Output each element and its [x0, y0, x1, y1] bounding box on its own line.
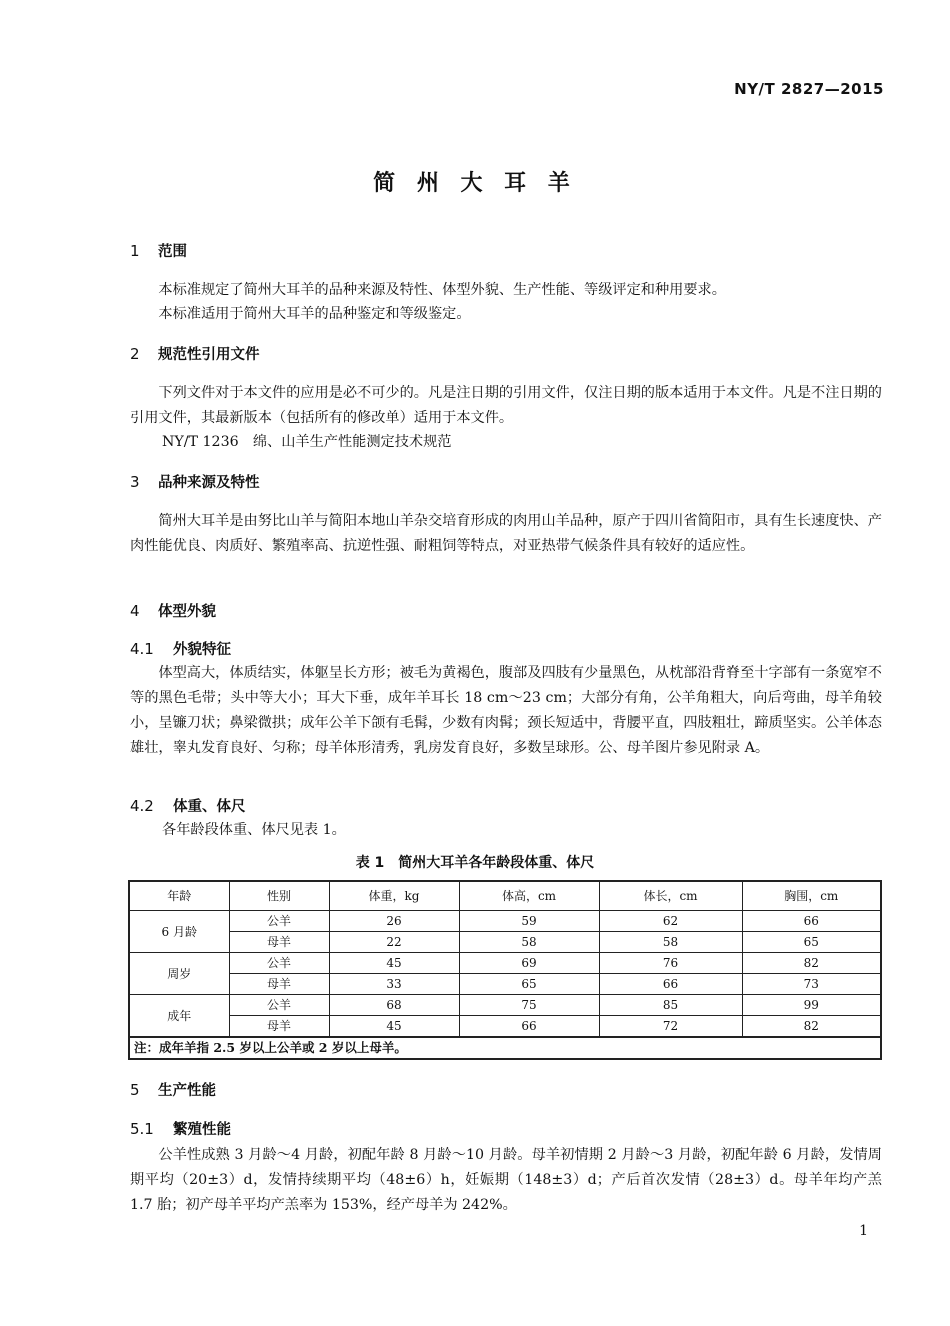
section-1-heading — [130, 240, 187, 261]
section-title: 繁殖性能 — [173, 1122, 231, 1138]
section-title: 品种来源及特性 — [158, 475, 260, 491]
weight-cell: 33 — [329, 974, 459, 995]
chest-cell: 66 — [742, 911, 881, 932]
sex-cell: 母羊 — [229, 974, 329, 995]
section-3-paragraph: 简州大耳羊是由努比山羊与简阳本地山羊杂交培育形成的肉用山羊品种，原产于四川省简阳市，具有生长速度快、产肉性能优良、肉质好、繁殖率高、抗逆性强、耐粗饲等特点，对亚热带气候条件具有较好的适应性。 — [130, 513, 882, 554]
table-row — [129, 974, 881, 995]
length-cell: 58 — [599, 932, 742, 953]
length-cell: 62 — [599, 911, 742, 932]
table-row — [129, 953, 881, 974]
length-cell: 76 — [599, 953, 742, 974]
height-cell: 58 — [459, 932, 599, 953]
section-number: 5.1 — [130, 1120, 154, 1138]
age-cell: 6 月龄 — [129, 911, 229, 953]
section-title: 外貌特征 — [173, 642, 231, 658]
section-3-heading — [130, 471, 260, 492]
weight-cell: 68 — [329, 995, 459, 1016]
table-row — [129, 932, 881, 953]
sex-cell: 公羊 — [229, 911, 329, 932]
sex-cell: 公羊 — [229, 953, 329, 974]
section-5-1-heading — [130, 1118, 231, 1139]
length-cell: 85 — [599, 995, 742, 1016]
section-1-paragraph-1: 本标准规定了简州大耳羊的品种来源及特性、体型外貌、生产性能、等级评定和种用要求。 — [158, 282, 726, 298]
section-title: 体型外貌 — [158, 604, 216, 620]
length-cell: 66 — [599, 974, 742, 995]
section-5-heading — [130, 1079, 216, 1100]
document-code: NY/T 2827—2015 — [734, 80, 884, 98]
sex-cell: 母羊 — [229, 932, 329, 953]
section-number: 3 — [130, 473, 140, 491]
chest-cell: 82 — [742, 953, 881, 974]
section-number: 5 — [130, 1081, 140, 1099]
height-cell: 75 — [459, 995, 599, 1016]
table-row — [129, 1016, 881, 1038]
height-cell: 69 — [459, 953, 599, 974]
header-cell: 年龄 — [129, 881, 229, 911]
section-number: 4 — [130, 602, 140, 620]
height-cell: 59 — [459, 911, 599, 932]
section-title: 生产性能 — [158, 1083, 216, 1099]
section-2-paragraph: 下列文件对于本文件的应用是必不可少的。凡是注日期的引用文件，仅注日期的版本适用于本文件。凡是不注日期的引用文件，其最新版本（包括所有的修改单）适用于本文件。 — [130, 385, 882, 426]
section-5-1-paragraph: 公羊性成熟 3 月龄～4 月龄，初配年龄 8 月龄～10 月龄。母羊初情期 2 月龄～3 月龄，初配年龄 6 月龄，发情周期平均（20±3）d，发情持续期平均（48±6）h，妊娠期（148±3）d；产后首次发情（28±3）d。母羊年均产羔 1.7 胎；初产母羊平均产羔率为 153%，经产母羊为 242%。 — [130, 1147, 882, 1213]
body-measurement-table — [128, 880, 882, 1060]
page-number: 1 — [859, 1223, 868, 1239]
chest-cell: 99 — [742, 995, 881, 1016]
table-caption: 表 1 简州大耳羊各年龄段体重、体尺 — [355, 855, 595, 871]
weight-cell: 45 — [329, 1016, 459, 1038]
section-4-1-paragraph: 体型高大，体质结实，体躯呈长方形；被毛为黄褐色，腹部及四肢有少量黑色，从枕部沿背脊至十字部有一条宽窄不等的黑色毛带；头中等大小；耳大下垂，成年羊耳长 18 cm～23 cm；大部分有角，公羊角粗大，向后弯曲，母羊角较小，呈镰刀状；鼻梁微拱；成年公羊下颌有毛髯，少数有肉髯；颈长短适中，背腰平直，四肢粗壮，蹄质坚实。公羊体态雄壮，睾丸发育良好、匀称；母羊体形清秀，乳房发育良好，多数呈球形。公、母羊图片参见附录 A。 — [130, 665, 882, 756]
chest-cell: 73 — [742, 974, 881, 995]
section-number: 2 — [130, 345, 140, 363]
section-4-heading — [130, 600, 216, 621]
weight-cell: 45 — [329, 953, 459, 974]
section-4-2-heading — [130, 795, 246, 816]
table-header-row — [129, 881, 881, 911]
height-cell: 65 — [459, 974, 599, 995]
section-1-paragraph-2: 本标准适用于简州大耳羊的品种鉴定和等级鉴定。 — [158, 306, 471, 322]
header-cell: 性别 — [229, 881, 329, 911]
section-title: 体重、体尺 — [173, 799, 246, 815]
section-4-1-heading — [130, 638, 231, 659]
section-title: 范围 — [158, 244, 187, 260]
section-2-heading — [130, 343, 260, 364]
header-cell: 体长，cm — [599, 881, 742, 911]
table-note: 注：成年羊指 2.5 岁以上公羊或 2 岁以上母羊。 — [129, 1037, 881, 1059]
page-title: 简 州 大 耳 羊 — [373, 171, 577, 196]
header-cell: 体重，kg — [329, 881, 459, 911]
age-cell: 周岁 — [129, 953, 229, 995]
section-number: 4.1 — [130, 640, 154, 658]
table-note-row — [129, 1037, 881, 1059]
length-cell: 72 — [599, 1016, 742, 1038]
chest-cell: 65 — [742, 932, 881, 953]
sex-cell: 公羊 — [229, 995, 329, 1016]
weight-cell: 22 — [329, 932, 459, 953]
weight-cell: 26 — [329, 911, 459, 932]
chest-cell: 82 — [742, 1016, 881, 1038]
sex-cell: 母羊 — [229, 1016, 329, 1038]
height-cell: 66 — [459, 1016, 599, 1038]
section-title: 规范性引用文件 — [158, 347, 260, 363]
section-number: 4.2 — [130, 797, 154, 815]
table-row — [129, 995, 881, 1016]
age-cell: 成年 — [129, 995, 229, 1038]
table-row — [129, 911, 881, 932]
header-cell: 体高，cm — [459, 881, 599, 911]
section-number: 1 — [130, 242, 140, 260]
section-4-2-line: 各年龄段体重、体尺见表 1。 — [162, 822, 346, 838]
header-cell: 胸围，cm — [742, 881, 881, 911]
normative-reference: NY/T 1236 绵、山羊生产性能测定技术规范 — [162, 434, 452, 450]
